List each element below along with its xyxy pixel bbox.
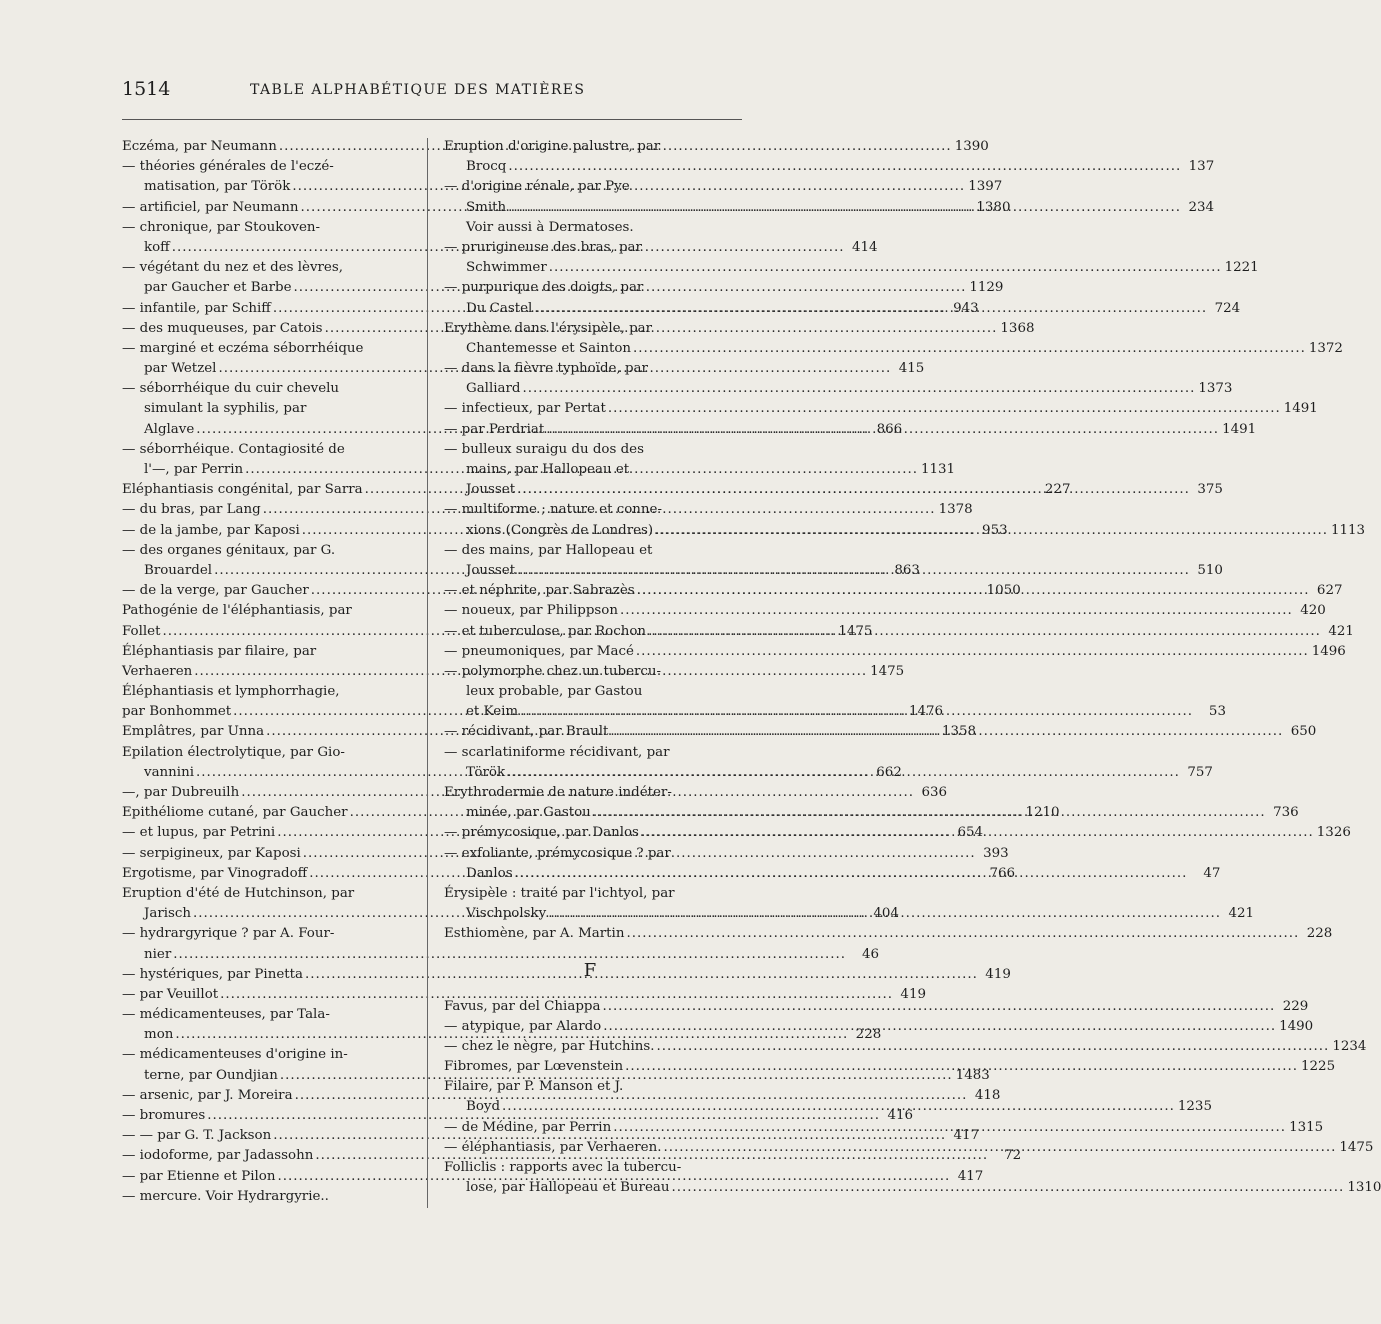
page-reference: 1378 xyxy=(938,502,973,518)
dot-leader xyxy=(508,198,1181,218)
page-reference: 137 xyxy=(1188,159,1215,175)
index-entry xyxy=(122,1187,392,1207)
entry-text: — des mains, par Hallopeau et xyxy=(444,542,653,558)
page-reference: 953 xyxy=(982,522,1008,538)
entry-line xyxy=(444,884,736,904)
entry-text: Filaire, par P. Manson et J. xyxy=(444,1079,624,1095)
entry-text: — noueux, par Philippson xyxy=(444,603,618,619)
entry-text: Esthiomène, par A. Martin xyxy=(444,926,625,942)
entry-line xyxy=(122,440,392,460)
page-reference: 1372 xyxy=(1308,340,1343,356)
entry-text: Galliard xyxy=(466,381,521,397)
entry-text: Folliclis : rapports avec la tubercu- xyxy=(444,1160,682,1175)
entry-line xyxy=(444,844,736,864)
dot-leader xyxy=(515,864,1188,884)
page-reference: 228 xyxy=(1306,926,1333,942)
page-reference: 654 xyxy=(957,825,984,841)
dot-leader xyxy=(620,601,1293,621)
dot-leader xyxy=(608,399,1281,419)
entry-line xyxy=(122,965,1011,985)
entry-text: — — par G. T. Jackson xyxy=(122,1128,272,1144)
entry-text: mon xyxy=(144,1027,174,1043)
entry-text: Boyd xyxy=(466,1099,501,1115)
entry-line xyxy=(444,359,736,379)
dot-leader xyxy=(664,1138,1337,1158)
page-reference: 736 xyxy=(1273,805,1299,821)
entry-line xyxy=(444,783,736,803)
entry-text: — végétant du nez et des lèvres, xyxy=(122,260,343,276)
entry-text: — exfoliante, prémycosique ? par xyxy=(444,845,671,861)
entry-line xyxy=(444,278,736,298)
page-reference: 417 xyxy=(957,1168,984,1184)
page-reference: 404 xyxy=(873,906,899,922)
dot-leader xyxy=(549,258,1222,278)
entry-line xyxy=(444,1158,736,1178)
entry-text: Danlos xyxy=(466,865,513,881)
entry-text: Eruption d'origine palustre, par xyxy=(444,139,661,154)
entry-text: Vischpolsky xyxy=(466,906,547,922)
page-reference: 1476 xyxy=(908,704,944,720)
entry-text: nier xyxy=(144,946,172,962)
entry-line xyxy=(122,682,392,702)
entry-text: Jousset xyxy=(466,562,516,578)
dot-leader xyxy=(636,642,1309,662)
entry-text: — prémycosique, par Danlos xyxy=(444,825,639,841)
entry-line xyxy=(444,1178,1381,1198)
dot-leader xyxy=(641,823,1314,843)
dot-leader xyxy=(602,997,1275,1017)
entry-text: — arsenic, par J. Moreira xyxy=(122,1087,293,1103)
page-reference: 1368 xyxy=(1000,320,1035,336)
entry-text: Erythème dans l'érysipèle, par xyxy=(444,320,653,336)
entry-text: mains, par Hallopeau et xyxy=(466,462,630,477)
page-reference: 1221 xyxy=(1224,260,1259,276)
index-entry xyxy=(444,601,1326,621)
entry-line xyxy=(444,662,736,682)
index-entry xyxy=(444,1037,1367,1057)
entry-text: — par Veuillot xyxy=(122,986,219,1002)
entry-text: vannini xyxy=(144,764,194,780)
index-entry xyxy=(444,399,1318,419)
entry-text: — artificiel, par Neumann xyxy=(122,199,299,215)
dot-leader xyxy=(517,561,1190,581)
index-entry xyxy=(122,965,1011,985)
entry-line xyxy=(444,743,736,763)
entry-line xyxy=(444,258,1259,278)
entry-text: — médicamenteuses, par Tala- xyxy=(122,1007,330,1023)
entry-text: — par Etienne et Pilon xyxy=(122,1168,276,1184)
entry-line xyxy=(122,157,392,177)
dot-leader xyxy=(655,521,1328,541)
page-reference: 1397 xyxy=(968,179,1003,195)
page-reference: 1210 xyxy=(1025,805,1060,821)
page-reference: 1235 xyxy=(1177,1099,1212,1115)
page-reference: 414 xyxy=(851,239,878,255)
dot-leader xyxy=(517,480,1190,500)
entry-text: lose, par Hallopeau et Bureau xyxy=(466,1180,670,1196)
entry-text: Favus, par del Chiappa xyxy=(444,998,601,1014)
entry-text: Schwimmer xyxy=(466,260,547,276)
entry-line xyxy=(122,218,392,238)
index-entry xyxy=(444,218,736,238)
page-reference: 1475 xyxy=(1339,1139,1374,1155)
section-letter: F xyxy=(583,959,597,981)
entry-text: Brocq xyxy=(466,159,507,175)
page-reference: 234 xyxy=(1188,199,1215,215)
entry-text: Török xyxy=(466,764,506,780)
page-reference: 1358 xyxy=(941,724,977,740)
dot-leader xyxy=(603,1017,1276,1037)
entry-text: Jarisch xyxy=(144,906,192,922)
page-reference: 1380 xyxy=(976,199,1011,215)
page-reference: 420 xyxy=(1300,603,1326,619)
dot-leader xyxy=(520,702,1193,722)
page-reference: 1491 xyxy=(1222,421,1257,437)
entry-line xyxy=(122,945,880,965)
page-reference: 1390 xyxy=(954,139,989,154)
dot-leader xyxy=(626,924,1299,944)
page-reference: 650 xyxy=(1290,724,1317,740)
entry-text: Ergotisme, par Vinogradoff xyxy=(122,865,308,881)
entry-text: — hystériques, par Pinetta xyxy=(122,966,304,982)
entry-text: — de la jambe, par Kaposi xyxy=(122,522,300,538)
page-reference: 757 xyxy=(1187,764,1213,780)
page-reference: 1475 xyxy=(870,663,905,679)
page-reference: 866 xyxy=(876,421,903,437)
page-reference: 1050 xyxy=(986,583,1021,599)
entry-text: Eczéma, par Neumann xyxy=(122,139,277,154)
entry-text: par Gaucher et Barbe xyxy=(144,280,292,296)
entry-text: — et néphrite, par Sabrazès xyxy=(444,583,635,599)
entry-text: — multiforme ; nature et conne- xyxy=(444,502,662,518)
entry-text: — hydrargyrique ? par A. Four- xyxy=(122,926,335,942)
entry-text: — mercure. Voir Hydrargyrie.. xyxy=(122,1188,329,1204)
dot-leader xyxy=(610,722,1283,742)
page-reference: 415 xyxy=(898,361,925,377)
entry-text: Érysipèle : traité par l'ichtyol, par xyxy=(444,885,675,901)
entry-text: — chronique, par Stoukoven- xyxy=(122,219,321,235)
page-reference: 1225 xyxy=(1301,1059,1336,1075)
dot-leader xyxy=(671,1178,1344,1198)
entry-line xyxy=(444,379,1233,399)
entry-text: — chez le nègre, par Hutchins. xyxy=(444,1038,655,1054)
entry-text: — par Perdriat xyxy=(444,421,545,437)
entry-line xyxy=(444,997,1309,1017)
dot-leader xyxy=(502,1097,1175,1117)
entry-text: — atypique, par Alardo xyxy=(444,1018,602,1034)
entry-text: Eruption d'été de Hutchinson, par xyxy=(122,885,355,901)
page-reference: 1131 xyxy=(920,462,956,477)
page-reference: 417 xyxy=(953,1128,980,1144)
page-reference: 636 xyxy=(921,785,948,800)
index-entry xyxy=(444,924,1333,944)
page-reference: 393 xyxy=(983,845,1009,861)
entry-line xyxy=(122,541,392,561)
entry-line xyxy=(444,924,1333,944)
entry-text: minée, par Gastou xyxy=(466,805,591,821)
entry-text: Alglave xyxy=(144,421,195,437)
page-reference: 662 xyxy=(876,764,902,780)
dot-leader xyxy=(656,1037,1329,1057)
entry-line xyxy=(122,1005,392,1025)
page-reference: 421 xyxy=(1328,623,1354,639)
page-reference: 1310 xyxy=(1347,1180,1381,1196)
dot-leader xyxy=(648,622,1321,642)
entry-line xyxy=(122,399,392,419)
entry-text: terne, par Oundjian xyxy=(144,1067,278,1083)
dot-leader xyxy=(637,581,1310,601)
entry-text: Smith xyxy=(466,199,507,215)
entry-text: par Wetzel xyxy=(144,361,217,377)
entry-line xyxy=(122,1045,392,1065)
entry-text: — des organes génitaux, par G. xyxy=(122,542,336,558)
entry-text: koff xyxy=(144,239,170,255)
entry-text: Verhaeren xyxy=(122,663,193,679)
page-reference: 375 xyxy=(1197,482,1223,498)
entry-text: — serpigineux, par Kaposi xyxy=(122,845,301,861)
entry-text: Du Castel xyxy=(466,300,533,316)
entry-line xyxy=(444,157,1215,177)
page-reference: 1326 xyxy=(1316,825,1351,841)
entry-text: Eléphantiasis congénital, par Sarra xyxy=(122,482,363,498)
entry-line xyxy=(444,339,1343,359)
header-rule xyxy=(122,119,742,120)
page-reference: 943 xyxy=(953,300,979,316)
entry-line xyxy=(122,339,392,359)
index-entry xyxy=(444,642,1346,662)
entry-text: — d'origine rénale, par Pye xyxy=(444,179,630,195)
page-reference: 227 xyxy=(1044,482,1071,498)
page-reference: 1234 xyxy=(1332,1038,1367,1054)
entry-text: Pathogénie de l'éléphantiasis, par xyxy=(122,603,352,619)
page-reference: 1129 xyxy=(969,280,1004,296)
entry-line xyxy=(444,601,1326,621)
entry-text: — dans la fièvre typhoïde, par xyxy=(444,361,648,377)
entry-text: Emplâtres, par Unna xyxy=(122,724,265,740)
entry-text: Epithéliome cutané, par Gaucher xyxy=(122,805,348,821)
page-reference: 1373 xyxy=(1198,381,1233,397)
page-reference: 53 xyxy=(1208,704,1226,720)
entry-text: Chantemesse et Sainton xyxy=(466,340,632,356)
entry-line xyxy=(122,884,392,904)
page-reference: 1496 xyxy=(1311,643,1346,659)
page-reference: 1490 xyxy=(1279,1018,1314,1034)
entry-text: Voir aussi à Dermatoses. xyxy=(466,219,634,235)
entry-text: — pneumoniques, par Macé xyxy=(444,643,634,659)
entry-text: — polymorphe chez un tubercu- xyxy=(444,663,662,679)
page-reference: 419 xyxy=(985,966,1011,982)
entry-line xyxy=(122,379,392,399)
page-reference: 510 xyxy=(1197,562,1223,578)
entry-text: simulant la syphilis, par xyxy=(144,401,307,417)
entry-line xyxy=(122,743,392,763)
entry-text: — médicamenteuses d'origine in- xyxy=(122,1047,348,1063)
entry-text: — des muqueuses, par Catois xyxy=(122,320,323,336)
entry-line xyxy=(122,924,392,944)
page-reference: 419 xyxy=(900,986,926,1002)
entry-line xyxy=(444,642,1346,662)
entry-text: Brouardel xyxy=(144,562,213,578)
page-reference: 1113 xyxy=(1331,522,1366,538)
entry-text: — purpurique des doigts, par xyxy=(444,280,644,296)
page-reference: 1491 xyxy=(1283,401,1318,417)
page-reference: 1475 xyxy=(838,623,873,639)
page-reference: 766 xyxy=(989,865,1016,881)
page-reference: 72 xyxy=(1004,1148,1022,1164)
entry-text: leux probable, par Gastou xyxy=(466,684,643,700)
entry-line xyxy=(122,258,392,278)
entry-text: — séborrhéique du cuir chevelu xyxy=(122,381,340,397)
dot-leader xyxy=(523,379,1196,399)
entry-text: — séborrhéique. Contagiosité de xyxy=(122,441,345,457)
entry-text: et Keim xyxy=(466,704,519,720)
page-reference: 1483 xyxy=(955,1067,990,1083)
entry-line xyxy=(122,1187,392,1207)
entry-text: Epilation électrolytique, par Gio- xyxy=(122,744,345,760)
entry-text: — marginé et eczéma séborrhéique xyxy=(122,340,364,356)
entry-line xyxy=(444,500,736,520)
index-entry xyxy=(122,985,926,1005)
entry-text: matisation, par Török xyxy=(144,179,291,195)
page-reference: 229 xyxy=(1282,998,1309,1014)
entry-text: — infantile, par Schiff xyxy=(122,300,271,316)
dot-leader xyxy=(633,339,1306,359)
entry-text: — de Médine, par Perrin xyxy=(444,1119,612,1135)
entry-text: — infectieux, par Pertat xyxy=(444,401,606,417)
entry-line xyxy=(122,985,926,1005)
entry-line xyxy=(122,601,392,621)
page-reference: 863 xyxy=(894,562,920,578)
dot-leader xyxy=(534,299,1207,319)
entry-line xyxy=(444,440,736,460)
dot-leader xyxy=(625,1057,1298,1077)
entry-line xyxy=(444,137,736,157)
running-title: TABLE ALPHABÉTIQUE DES MATIÈRES xyxy=(250,82,586,98)
entry-text: — récidivant, par Brault xyxy=(444,724,609,740)
entry-text: — et tuberculose, par Rochon xyxy=(444,623,647,639)
entry-line xyxy=(444,399,1318,419)
column-divider xyxy=(427,138,428,1208)
entry-text: — iodoforme, par Jadassohn xyxy=(122,1148,314,1164)
page-number: 1514 xyxy=(122,78,171,100)
entry-text: — prurigineuse des bras, par xyxy=(444,239,642,255)
entry-line xyxy=(444,682,736,702)
entry-text: — théories générales de l'eczé- xyxy=(122,159,334,175)
index-entry xyxy=(444,997,1309,1017)
dot-leader xyxy=(507,763,1180,783)
entry-text: —, par Dubreuilh xyxy=(122,785,240,800)
entry-line xyxy=(444,460,736,480)
entry-text: — du bras, par Lang xyxy=(122,502,261,518)
entry-line xyxy=(444,319,736,339)
entry-text: — scarlatiniforme récidivant, par xyxy=(444,744,670,760)
entry-text: Fibromes, par Lœvenstein xyxy=(444,1059,624,1075)
entry-line xyxy=(444,177,736,197)
dot-leader xyxy=(508,157,1181,177)
entry-text: Éléphantiasis et lymphorrhagie, xyxy=(122,684,340,700)
entry-text: xions (Congrès de Londres) xyxy=(466,522,654,538)
entry-text: Erythrodermie de nature indéter- xyxy=(444,785,672,800)
page-reference: 1315 xyxy=(1289,1119,1324,1135)
dot-leader xyxy=(593,803,1266,823)
entry-text: l'—, par Perrin xyxy=(144,462,244,477)
page-reference: 47 xyxy=(1203,865,1221,881)
entry-text: Jousset xyxy=(466,482,516,498)
page-reference: 724 xyxy=(1214,300,1241,316)
entry-line xyxy=(444,218,736,238)
entry-line xyxy=(444,1077,736,1097)
entry-line xyxy=(444,541,736,561)
page-reference: 416 xyxy=(887,1108,914,1123)
entry-text: Follet xyxy=(122,623,161,639)
page-reference: 46 xyxy=(862,946,880,962)
entry-text: Éléphantiasis par filaire, par xyxy=(122,643,317,659)
page-reference: 418 xyxy=(974,1087,1001,1103)
entry-line xyxy=(444,238,736,258)
dot-leader xyxy=(613,1118,1286,1138)
page-reference: 421 xyxy=(1228,906,1255,922)
dot-leader xyxy=(548,904,1221,924)
page-reference: 228 xyxy=(855,1027,882,1043)
entry-line xyxy=(444,1037,1367,1057)
entry-text: — bulleux suraigu du dos des xyxy=(444,441,644,457)
page-header xyxy=(122,78,742,106)
entry-line xyxy=(122,642,392,662)
entry-text: par Bonhommet xyxy=(122,704,232,720)
entry-text: — bromures xyxy=(122,1108,206,1123)
entry-text: — et lupus, par Petrini xyxy=(122,825,276,841)
entry-text: — de la verge, par Gaucher xyxy=(122,583,309,599)
entry-text: — éléphantiasis, par Verhaeren. xyxy=(444,1139,662,1155)
page-reference: 627 xyxy=(1316,583,1343,599)
dot-leader xyxy=(546,420,1219,440)
